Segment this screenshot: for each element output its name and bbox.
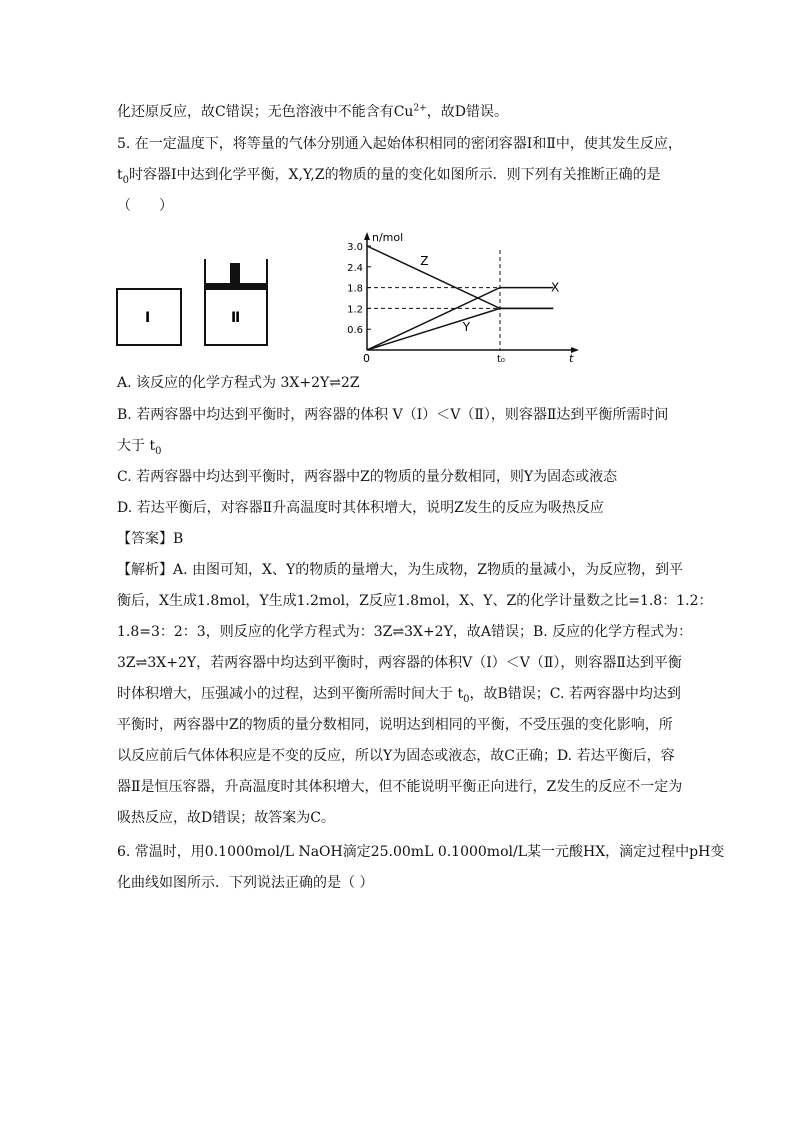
piston-rod: [230, 263, 240, 283]
series-label-x: X: [551, 280, 560, 295]
question-5-line-3: （ ）: [117, 198, 173, 214]
text: t: [117, 167, 123, 183]
y-tick-label: 1.2: [347, 304, 363, 316]
series-label-y: Y: [462, 320, 471, 335]
explanation-line-7: 以反应前后气体体积应是不变的反应，所以Y为固态或液态，故C正确；D. 若达平衡后，容: [117, 748, 675, 764]
text: 化还原反应，故C错误；无色溶液中不能含有Cu: [117, 104, 414, 120]
text: ，故B错误；C. 若两容器中均达到: [469, 686, 681, 702]
explanation-line-2: 衡后，X生成1.8mol，Y生成1.2mol，Z反应1.8mol，X、Y、Z的化学计量数之比=1.8：1.2：: [117, 593, 713, 609]
x-tick-label-t0: t₀: [497, 354, 505, 363]
text: 时体积增大，压强减小的过程，达到平衡所需时间大于 t: [117, 686, 464, 702]
line-1: [117, 102, 508, 122]
explanation-line-9: 吸热反应，故D错误；故答案为C。: [117, 810, 335, 826]
option-b-line-1: B. 若两容器中均达到平衡时，两容器的体积 V（Ⅰ）＜V（Ⅱ），则容器Ⅱ达到平衡所需时间: [117, 407, 669, 423]
question-6-line-2: 化曲线如图所示．下列说法正确的是（ ）: [117, 875, 374, 891]
y-axis-label: n/mol: [372, 231, 404, 244]
option-b-line-2: [117, 436, 161, 456]
question-5-line-1: 5. 在一定温度下，将等量的气体分别通入起始体积相同的密闭容器Ⅰ和Ⅱ中，使其发生反应，: [117, 136, 682, 152]
question-6-line-1: 6. 常温时，用0.1000mol/L NaOH滴定25.00mL 0.1000mol/L某一元酸HX，滴定过程中pH变: [117, 844, 725, 860]
option-c: C. 若两容器中均达到平衡时，两容器中Z的物质的量分数相同，则Y为固态或液态: [117, 469, 618, 485]
mole-vs-time-chart: [335, 228, 585, 363]
explanation-line-8: 器Ⅱ是恒压容器，升高温度时其体积增大，但不能说明平衡正向进行，Z发生的反应不一定为: [117, 779, 683, 795]
container-2-label: Ⅱ: [231, 310, 241, 326]
series-label-z: Z: [420, 254, 429, 269]
y-tick-label: 2.4: [347, 262, 363, 274]
subscript: 0: [122, 174, 130, 186]
explanation-line-5: [117, 684, 681, 704]
text: 大于 t: [117, 438, 156, 454]
explanation-line-1: 【解析】A. 由图可知，X、Y的物质的量增大，为生成物，Z物质的量减小，为反应物，到平: [117, 562, 683, 578]
explanation-line-4: 3Z⇌3X+2Y，若两容器中均达到平衡时，两容器的体积V（Ⅰ）＜V（Ⅱ），则容器Ⅱ达到平衡: [117, 655, 682, 671]
answer: 【答案】B: [117, 531, 184, 547]
explanation-line-3: 1.8=3：2：3，则反应的化学方程式为：3Z⇌3X+2Y，故A错误；B. 反应的化学方程式为：: [117, 624, 693, 640]
y-axis-arrow: [364, 232, 370, 240]
origin-label: 0: [363, 352, 370, 363]
text: ，故D错误。: [426, 104, 508, 120]
series-line-y: [367, 308, 553, 350]
question-5-line-2: [117, 165, 661, 185]
series-line-z: [367, 246, 553, 308]
y-tick-label: 1.8: [347, 283, 363, 295]
explanation-line-6: 平衡时，两容器中Z的物质的量分数相同，说明达到相同的平衡，不受压强的变化影响，所: [117, 717, 673, 733]
text: 时容器Ⅰ中达到化学平衡，X,Y,Z的物质的量的变化如图所示．则下列有关推断正确的是: [129, 167, 661, 183]
option-a: A. 该反应的化学方程式为 3X+2Y⇌2Z: [117, 375, 360, 391]
option-d: D. 若达平衡后，对容器Ⅱ升高温度时其体积增大，说明Z发生的反应为吸热反应: [117, 500, 604, 516]
subscript: 0: [155, 445, 162, 457]
y-tick-label: 0.6: [347, 325, 363, 337]
container-1-label: Ⅰ: [145, 310, 151, 326]
x-axis-label: t: [569, 352, 574, 363]
piston: [205, 283, 267, 290]
containers-figure: [115, 255, 275, 350]
superscript: 2+: [413, 103, 427, 114]
y-tick-label: 3.0: [347, 242, 363, 253]
subscript: 0: [463, 693, 470, 705]
